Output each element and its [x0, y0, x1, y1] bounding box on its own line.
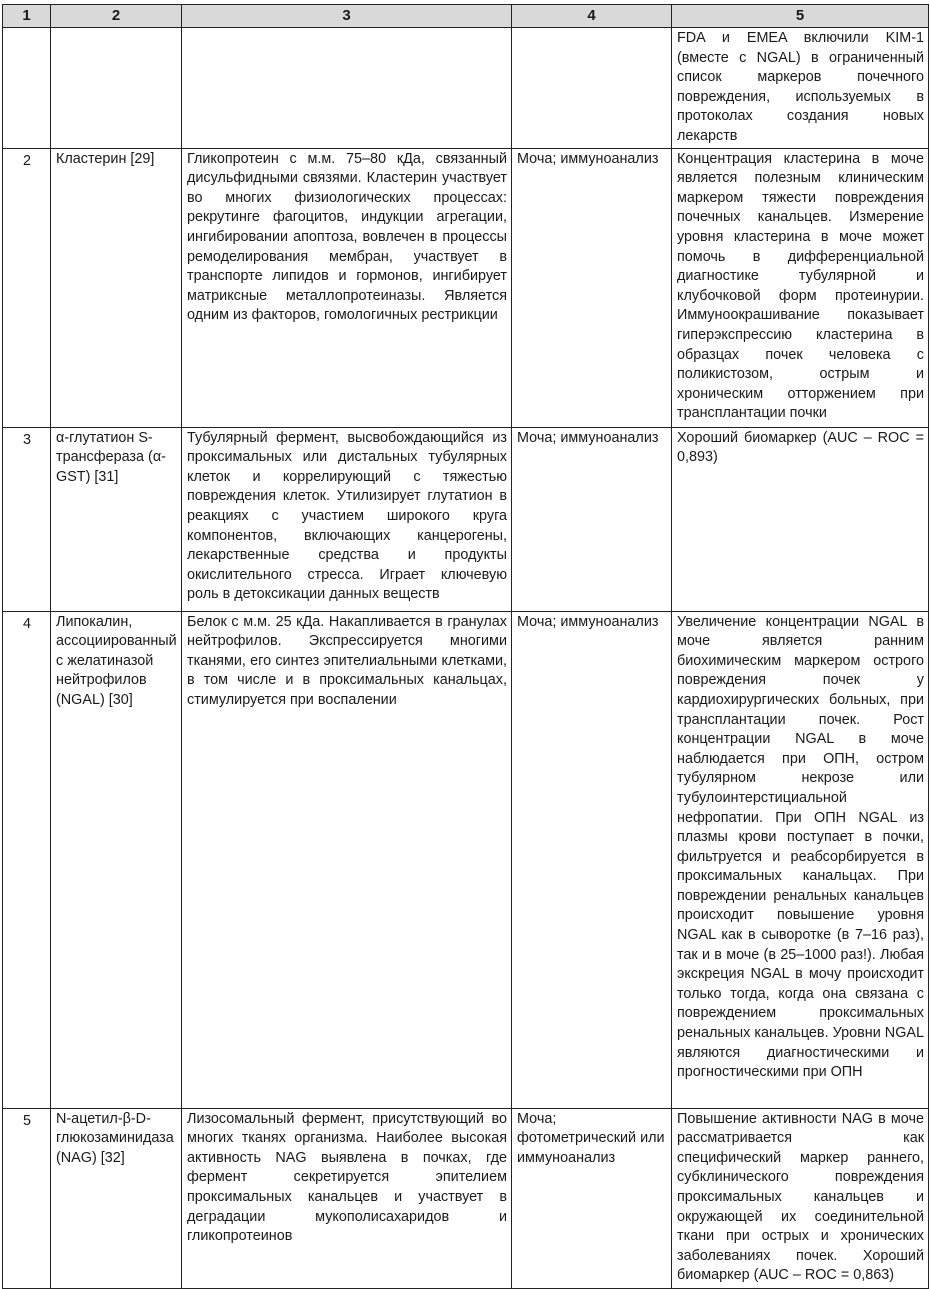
sample-method: Моча; иммуноанализ [512, 427, 672, 611]
sample-method: Моча; иммуноанализ [512, 611, 672, 1108]
clinical-significance: Повышение активности NAG в моче рассматривается как специфический маркер раннего, субклинического повреждения проксимальных канальцев и окружающей их соединительной ткани при острых и хронических заболеваниях почек. Хороший биомаркер (AUC – ROC = 0,863) [672, 1108, 929, 1288]
column-header-2: 2 [51, 5, 182, 28]
biomarker-name [51, 28, 182, 149]
biomarker-name: N-ацетил-β-D-глюкозаминидаза (NAG) [32] [51, 1108, 182, 1288]
table-row [3, 148, 929, 427]
biomarker-description [182, 28, 512, 149]
table-row [3, 611, 929, 1108]
row-number: 4 [3, 611, 51, 1108]
header-row [3, 5, 929, 28]
clinical-significance: Увеличение концентрации NGAL в моче является ранним биохимическим маркером острого повреждения почек у кардиохирургических больных, при трансплантации почек. Рост концентрации NGAL в моче наблюдается при ОПН, остром тубулярном некрозе или тубулоинтерстициальной нефропатии. При ОПН NGAL из плазмы крови поступает в почки, фильтруется и реабсорбируется в проксимальных канальцах. При повреждении ренальных канальцев происходит повышение уровня NGAL как в сыворотке (в 7–16 раз), так и в моче (в 25–1000 раз!). Любая экскреция NGAL в мочу происходит только тогда, когда она связана с повреждением проксимальных ренальных канальцев. Уровни NGAL являются диагностическими и прогностическими при ОПН [672, 611, 929, 1108]
table-row [3, 427, 929, 611]
table-body [3, 28, 929, 1289]
clinical-significance: FDA и EMEA включили KIM-1 (вместе с NGAL) в ограниченный список маркеров почечного повреждения, используемых в протоколах создания новых лекарств [672, 28, 929, 149]
clinical-significance: Хороший биомаркер (AUC – ROC = 0,893) [672, 427, 929, 611]
biomarker-name: α-глутатион S-трансфераза (α-GST) [31] [51, 427, 182, 611]
row-number [3, 28, 51, 149]
biomarker-table [2, 4, 929, 1289]
table-header [3, 5, 929, 28]
biomarker-description: Гликопротеин с м.м. 75–80 кДа, связанный дисульфидными связями. Кластерин участвует во многих физиологических процессах: рекрутинге фагоцитов, индукции агрегации, ингибировании апоптоза, вовлечен в процессы ремоделирования мембран, участвует в транспорте липидов и гормонов, ингибирует матриксные металлопротеиназы. Является одним из факторов, гомологичных рестрикции [182, 148, 512, 427]
table-row [3, 1108, 929, 1288]
row-number: 2 [3, 148, 51, 427]
biomarker-description: Тубулярный фермент, высвобождающийся из проксимальных или дистальных тубулярных клеток и коррелирующий с тяжестью повреждения клеток. Утилизирует глутатион в реакциях с участием широкого круга компонентов, включающих канцерогены, лекарственные средства и продукты окислительного стресса. Играет ключевую роль в детоксикации данных веществ [182, 427, 512, 611]
sample-method: Моча; иммуноанализ [512, 148, 672, 427]
column-header-3: 3 [182, 5, 512, 28]
row-number: 3 [3, 427, 51, 611]
column-header-1: 1 [3, 5, 51, 28]
biomarker-description: Белок с м.м. 25 кДа. Накапливается в гранулах нейтрофилов. Экспрессируется многими тканями, его синтез эпителиальными клетками, в том числе и в проксимальных канальцах, стимулируется при воспалении [182, 611, 512, 1108]
biomarker-name: Липокалин, ассоциированный с желатиназой нейтрофилов (NGAL) [30] [51, 611, 182, 1108]
sample-method [512, 28, 672, 149]
clinical-significance: Концентрация кластерина в моче является полезным клиническим маркером тяжести повреждения почечных канальцев. Измерение уровня кластерина в моче может помочь в дифференциальной диагностике тубулярной и клубочковой форм протеинурии. Иммуноокрашивание показывает гиперэкспрессию кластерина в образцах почек человека с поликистозом, острым и хроническим отторжением при трансплантации почки [672, 148, 929, 427]
sample-method: Моча; фотометрический или иммуноанализ [512, 1108, 672, 1288]
row-number: 5 [3, 1108, 51, 1288]
table-row [3, 28, 929, 149]
biomarker-name: Кластерин [29] [51, 148, 182, 427]
column-header-5: 5 [672, 5, 929, 28]
biomarker-description: Лизосомальный фермент, присутствующий во многих тканях организма. Наиболее высокая активность NAG выявлена в почках, где фермент секретируется эпителием проксимальных канальцев и участвует в деградации мукополисахаридов и гликопротеинов [182, 1108, 512, 1288]
column-header-4: 4 [512, 5, 672, 28]
